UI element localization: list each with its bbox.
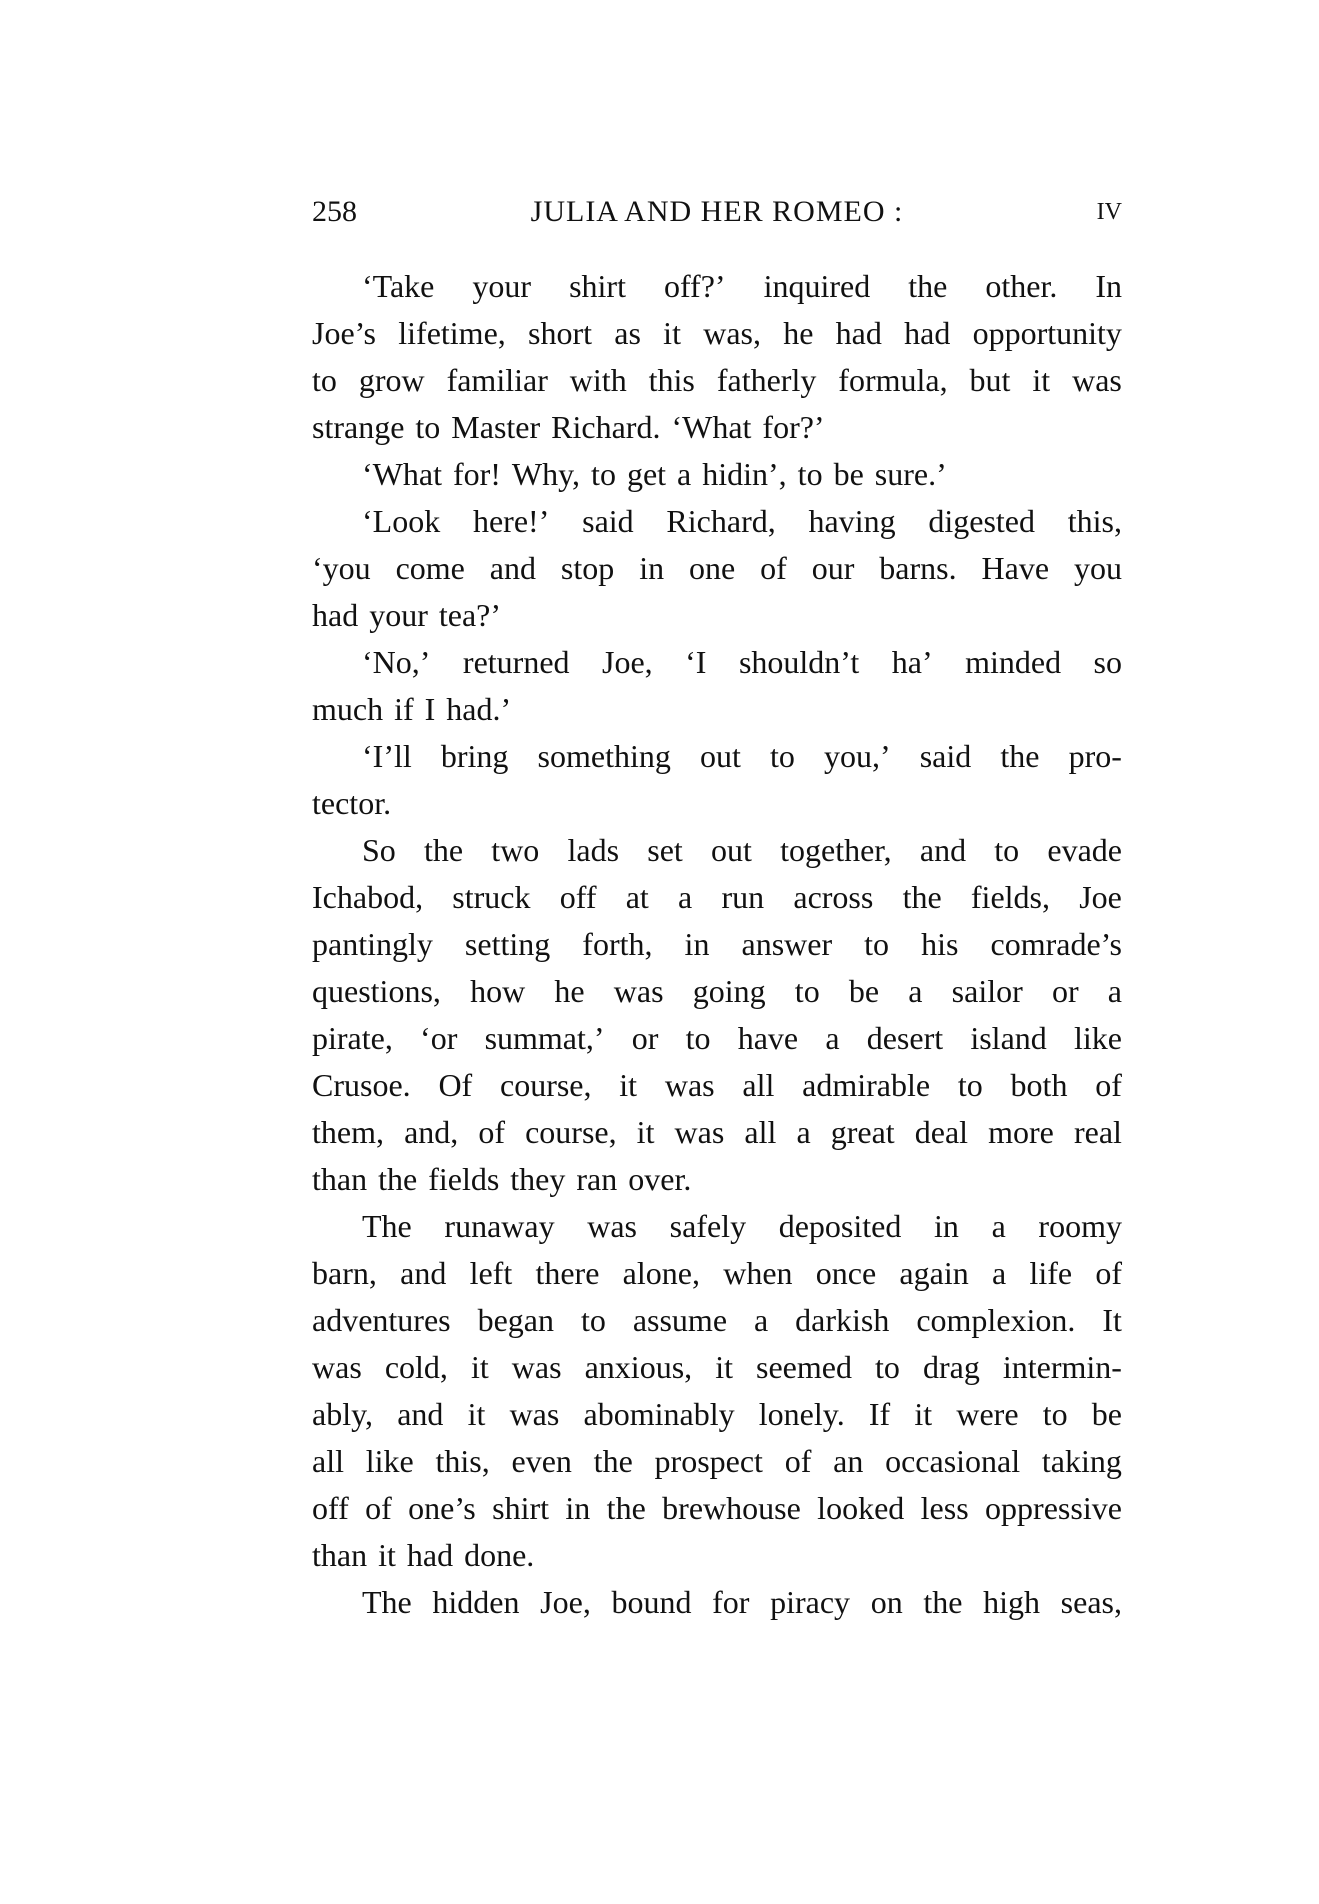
word: this, xyxy=(435,1443,490,1479)
word: real xyxy=(1073,1114,1122,1150)
word: Joe xyxy=(1079,879,1122,915)
word: prospect xyxy=(654,1443,763,1479)
word: it xyxy=(636,1114,655,1150)
word: sailor xyxy=(951,973,1023,1009)
body-text xyxy=(312,263,1122,1626)
word: in xyxy=(565,1490,591,1526)
word: going xyxy=(692,973,766,1009)
word: shouldn’t xyxy=(738,644,860,680)
word: off xyxy=(312,1490,349,1526)
chapter-number: IV xyxy=(1096,199,1122,225)
word: and xyxy=(400,1255,447,1291)
word: drag xyxy=(922,1349,980,1385)
word: two xyxy=(491,832,540,868)
word: I xyxy=(424,691,436,727)
word: was xyxy=(509,1396,560,1432)
word: was xyxy=(613,973,664,1009)
word: as xyxy=(614,315,641,351)
word: it xyxy=(715,1349,733,1385)
word: anxious, xyxy=(584,1349,693,1385)
word: tector. xyxy=(312,785,392,821)
word: complexion. xyxy=(916,1302,1076,1338)
word: again xyxy=(899,1255,969,1291)
word: it xyxy=(467,1396,486,1432)
word: be xyxy=(1091,1396,1122,1432)
word: ran xyxy=(576,1161,618,1197)
word: when xyxy=(723,1255,793,1291)
word: had xyxy=(835,315,882,351)
word: high xyxy=(983,1584,1040,1620)
word: familiar xyxy=(446,362,548,398)
text-line xyxy=(312,263,1122,310)
word: like xyxy=(365,1443,414,1479)
word: ‘No,’ xyxy=(362,644,431,680)
word: the xyxy=(908,268,948,304)
word: lads xyxy=(567,832,620,868)
word: The xyxy=(362,1584,412,1620)
word: hidin’, xyxy=(702,456,787,492)
text-line xyxy=(312,874,1122,921)
word: and xyxy=(489,550,536,586)
word: ‘you xyxy=(312,550,371,586)
text-line xyxy=(312,1109,1122,1156)
text-line xyxy=(312,1156,1122,1203)
word: intermin- xyxy=(1002,1349,1122,1385)
word: Ichabod, xyxy=(312,879,424,915)
word: questions, xyxy=(312,973,441,1009)
word: run xyxy=(721,879,765,915)
word: was xyxy=(674,1114,725,1150)
word: how xyxy=(470,973,526,1009)
word: here!’ xyxy=(472,503,550,539)
word: barns. xyxy=(879,550,957,586)
word: formula, xyxy=(838,362,948,398)
word: Crusoe. xyxy=(312,1067,411,1103)
word: in xyxy=(684,926,710,962)
text-line xyxy=(312,592,1122,639)
word: much xyxy=(312,691,384,727)
word: bound xyxy=(611,1584,692,1620)
word: to xyxy=(797,456,823,492)
word: of xyxy=(760,550,787,586)
word: left xyxy=(469,1255,513,1291)
word: this, xyxy=(1067,503,1122,539)
word: roomy xyxy=(1038,1208,1122,1244)
word: a xyxy=(825,1020,840,1056)
running-head xyxy=(312,195,1122,243)
word: something xyxy=(537,738,671,774)
word: So xyxy=(362,832,396,868)
word: desert xyxy=(866,1020,944,1056)
word: to xyxy=(580,1302,606,1338)
word: had xyxy=(406,1537,454,1573)
word: minded xyxy=(965,644,1062,680)
word: runaway xyxy=(444,1208,555,1244)
word: a xyxy=(753,1302,769,1338)
word: a xyxy=(678,879,693,915)
word: course, xyxy=(499,1067,592,1103)
word: on xyxy=(870,1584,903,1620)
word: pro- xyxy=(1068,738,1122,774)
word: answer xyxy=(741,926,833,962)
word: done. xyxy=(464,1537,535,1573)
word: island xyxy=(970,1020,1047,1056)
word: brewhouse xyxy=(662,1490,801,1526)
text-line xyxy=(312,733,1122,780)
word: struck xyxy=(452,879,531,915)
word: stop xyxy=(560,550,615,586)
word: you xyxy=(1073,550,1122,586)
word: seas, xyxy=(1060,1584,1122,1620)
word: this xyxy=(648,362,695,398)
word: for?’ xyxy=(762,409,825,445)
word: having xyxy=(808,503,896,539)
word: piracy xyxy=(770,1584,851,1620)
word: come xyxy=(395,550,465,586)
word: ‘What xyxy=(362,456,442,492)
word: grow xyxy=(358,362,425,398)
word: a xyxy=(991,1208,1006,1244)
word: was, xyxy=(703,315,761,351)
word: the xyxy=(606,1490,646,1526)
word: said xyxy=(582,503,634,539)
word: be xyxy=(848,973,880,1009)
word: ‘What xyxy=(671,409,752,445)
word: fatherly xyxy=(716,362,817,398)
word: in xyxy=(934,1208,959,1244)
word: both xyxy=(1010,1067,1068,1103)
word: have xyxy=(737,1020,799,1056)
word: The xyxy=(362,1208,412,1244)
word: but xyxy=(969,362,1011,398)
word: to xyxy=(769,738,795,774)
word: short xyxy=(528,315,593,351)
word: than xyxy=(312,1537,368,1573)
word: course, xyxy=(525,1114,617,1150)
word: his xyxy=(921,926,959,962)
word: across xyxy=(793,879,874,915)
word: all xyxy=(312,1443,344,1479)
word: a xyxy=(677,456,692,492)
word: looked xyxy=(817,1490,905,1526)
word: our xyxy=(811,550,855,586)
text-line xyxy=(312,1438,1122,1485)
word: Joe, xyxy=(602,644,653,680)
word: were xyxy=(956,1396,1019,1432)
word: like xyxy=(1073,1020,1122,1056)
word: the xyxy=(378,1161,418,1197)
word: Have xyxy=(981,550,1050,586)
word: it xyxy=(378,1537,396,1573)
word: admirable xyxy=(802,1067,931,1103)
word: less xyxy=(920,1490,969,1526)
word: set xyxy=(647,832,683,868)
word: was xyxy=(664,1067,715,1103)
word: taking xyxy=(1041,1443,1122,1479)
word: deposited xyxy=(778,1208,902,1244)
word: Richard. xyxy=(551,409,661,445)
word: sure.’ xyxy=(874,456,947,492)
word: It xyxy=(1102,1302,1122,1338)
word: tea?’ xyxy=(438,597,502,633)
word: lonely. xyxy=(758,1396,845,1432)
word: with xyxy=(569,362,627,398)
word: out xyxy=(699,738,741,774)
word: If xyxy=(868,1396,891,1432)
word: to xyxy=(957,1067,983,1103)
word: get xyxy=(626,456,667,492)
word: oppressive xyxy=(985,1490,1122,1526)
word: cold, xyxy=(384,1349,448,1385)
word: the xyxy=(1000,738,1040,774)
word: deal xyxy=(914,1114,969,1150)
word: Joe, xyxy=(540,1584,591,1620)
word: it xyxy=(619,1067,638,1103)
word: summat,’ xyxy=(484,1020,605,1056)
word: shirt xyxy=(492,1490,549,1526)
word: occasional xyxy=(885,1443,1021,1479)
word: other. xyxy=(985,268,1058,304)
word: than xyxy=(312,1161,368,1197)
word: barn, xyxy=(312,1255,377,1291)
word: pantingly xyxy=(312,926,433,962)
text-line xyxy=(312,310,1122,357)
word: there xyxy=(535,1255,600,1291)
word: and, xyxy=(404,1114,459,1150)
text-line xyxy=(312,451,1122,498)
word: it xyxy=(914,1396,933,1432)
word: had xyxy=(312,597,359,633)
text-line xyxy=(312,1344,1122,1391)
word: ‘Take xyxy=(362,268,435,304)
text-line xyxy=(312,1485,1122,1532)
word: off xyxy=(559,879,597,915)
word: lifetime, xyxy=(398,315,506,351)
word: Richard, xyxy=(666,503,776,539)
word: for! xyxy=(452,456,501,492)
word: in xyxy=(639,550,665,586)
word: of xyxy=(478,1114,505,1150)
word: to xyxy=(415,409,441,445)
word: In xyxy=(1095,268,1122,304)
word: ‘Look xyxy=(362,503,441,539)
page-number: 258 xyxy=(312,195,357,228)
word: even xyxy=(511,1443,572,1479)
word: he xyxy=(783,315,814,351)
text-line xyxy=(312,498,1122,545)
word: fields xyxy=(428,1161,500,1197)
word: a xyxy=(991,1255,1007,1291)
text-line xyxy=(312,357,1122,404)
word: the xyxy=(424,832,464,868)
word: the xyxy=(593,1443,633,1479)
word: he xyxy=(554,973,585,1009)
word: of xyxy=(1095,1067,1122,1103)
running-title: JULIA AND HER ROMEO : xyxy=(530,195,904,228)
text-line xyxy=(312,404,1122,451)
text-line xyxy=(312,686,1122,733)
word: to xyxy=(994,832,1020,868)
word: or xyxy=(631,1020,659,1056)
text-line xyxy=(312,968,1122,1015)
word: comrade’s xyxy=(990,926,1122,962)
word: out xyxy=(711,832,752,868)
word: it xyxy=(1032,362,1051,398)
word: Why, xyxy=(511,456,581,492)
word: Master xyxy=(451,409,541,445)
word: forth, xyxy=(582,926,653,962)
word: returned xyxy=(462,644,570,680)
word: to xyxy=(875,1349,900,1385)
word: ‘or xyxy=(420,1020,458,1056)
text-line xyxy=(312,1391,1122,1438)
word: a xyxy=(796,1114,811,1150)
text-line xyxy=(312,921,1122,968)
word: at xyxy=(625,879,649,915)
word: was xyxy=(587,1208,637,1244)
word: hidden xyxy=(432,1584,520,1620)
word: to xyxy=(864,926,890,962)
text-line xyxy=(312,1015,1122,1062)
word: a xyxy=(908,973,923,1009)
word: to xyxy=(685,1020,711,1056)
word: darkish xyxy=(795,1302,890,1338)
word: was xyxy=(312,1349,362,1385)
text-line xyxy=(312,1532,1122,1579)
word: your xyxy=(472,268,532,304)
word: of xyxy=(784,1443,812,1479)
word: be xyxy=(833,456,864,492)
text-line xyxy=(312,1250,1122,1297)
word: one’s xyxy=(408,1490,476,1526)
word: strange xyxy=(312,409,405,445)
word: seemed xyxy=(756,1349,852,1385)
word: one xyxy=(689,550,736,586)
word: it xyxy=(663,315,681,351)
word: assume xyxy=(632,1302,728,1338)
word: fields, xyxy=(970,879,1050,915)
word: pirate, xyxy=(312,1020,393,1056)
word: evade xyxy=(1047,832,1122,868)
word: was xyxy=(1072,362,1122,398)
word: to xyxy=(312,362,337,398)
word: and xyxy=(919,832,967,868)
text-line xyxy=(312,639,1122,686)
word: over. xyxy=(628,1161,692,1197)
text-line xyxy=(312,1297,1122,1344)
word: together, xyxy=(780,832,892,868)
word: you,’ xyxy=(823,738,891,774)
word: ‘I xyxy=(685,644,707,680)
word: adventures xyxy=(312,1302,451,1338)
word: ably, xyxy=(312,1396,374,1432)
word: safely xyxy=(669,1208,747,1244)
word: setting xyxy=(464,926,551,962)
text-line xyxy=(312,1579,1122,1626)
word: shirt xyxy=(569,268,626,304)
word: if xyxy=(394,691,414,727)
word: it xyxy=(470,1349,489,1385)
word: more xyxy=(988,1114,1054,1150)
word: so xyxy=(1093,644,1122,680)
word: or xyxy=(1051,973,1079,1009)
word: an xyxy=(833,1443,864,1479)
word: had.’ xyxy=(446,691,512,727)
word: and xyxy=(397,1396,444,1432)
word: began xyxy=(477,1302,554,1338)
word: abominably xyxy=(583,1396,735,1432)
word: off?’ xyxy=(663,268,726,304)
word: they xyxy=(510,1161,566,1197)
word: the xyxy=(923,1584,963,1620)
text-line xyxy=(312,827,1122,874)
word: to xyxy=(794,973,820,1009)
word: of xyxy=(365,1490,392,1526)
word: a xyxy=(1107,973,1122,1009)
word: was xyxy=(511,1349,562,1385)
word: all xyxy=(742,1067,775,1103)
word: opportunity xyxy=(972,315,1122,351)
word: bring xyxy=(440,738,509,774)
word: had xyxy=(904,315,951,351)
word: ha’ xyxy=(891,644,933,680)
word: to xyxy=(1042,1396,1068,1432)
word: inquired xyxy=(763,268,871,304)
word: Joe’s xyxy=(312,315,376,351)
text-line xyxy=(312,1203,1122,1250)
word: alone, xyxy=(622,1255,700,1291)
word: said xyxy=(919,738,972,774)
word: all xyxy=(744,1114,777,1150)
word: ‘I’ll xyxy=(362,738,412,774)
word: life xyxy=(1029,1255,1073,1291)
word: great xyxy=(830,1114,895,1150)
word: your xyxy=(369,597,428,633)
word: Of xyxy=(438,1067,473,1103)
word: digested xyxy=(928,503,1035,539)
text-line xyxy=(312,780,1122,827)
word: for xyxy=(712,1584,750,1620)
word: the xyxy=(902,879,942,915)
word: once xyxy=(815,1255,877,1291)
word: of xyxy=(1095,1255,1122,1291)
word: to xyxy=(591,456,616,492)
text-line xyxy=(312,545,1122,592)
text-line xyxy=(312,1062,1122,1109)
word: them, xyxy=(312,1114,384,1150)
